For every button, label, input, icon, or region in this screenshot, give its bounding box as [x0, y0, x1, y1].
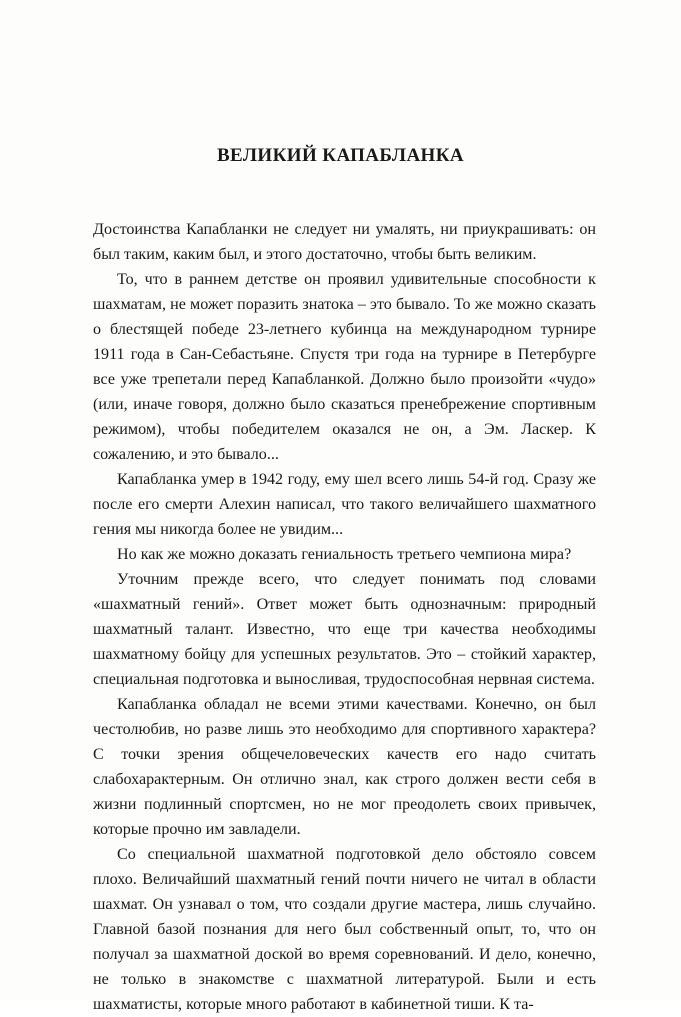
paragraph: Уточним прежде всего, что следует понимать под словами «шахматный гений». Ответ может быть однозначным: природный шахматный талант. Известно, что еще три качества необходимы шахматному бойцу для успешных результатов. Это – стойкий характер, специальная подготовка и выносливая, трудоспособная нервная система.: [93, 571, 596, 688]
paragraph: Со специальной шахматной подготовкой дело обстояло совсем плохо. Величайший шахматный гений почти ничего не читал в области шахмат. Он узнавал о том, что создали другие мастера, лишь случайно. Главной базой познания для него был собственный опыт, то, что он получал за шахматной доской во время соревнований. И дело, конечно, не только в знакомстве с шахматной литературой. Были и есть шахматисты, которые много работают в кабинетной тиши. К та-: [93, 846, 596, 1013]
chapter-title: ВЕЛИКИЙ КАПАБЛАНКА: [216, 145, 465, 166]
paragraph: Капабланка обладал не всеми этими качествами. Конечно, он был честолюбив, но разве лишь это необходимо для спортивного характера? С точки зрения общечеловеческих качеств его надо считать слабохарактерным. Он отлично знал, как строго должен вести себя в жизни подлинный спортсмен, но не мог преодолеть своих привычек, которые прочно им завладели.: [93, 696, 596, 838]
paragraph: Капабланка умер в 1942 году, ему шел всего лишь 54-й год. Сразу же после его смерти Алехин написал, что такого величайшего шахматного гения мы никогда более не увидим...: [93, 471, 596, 538]
paragraph: То, что в раннем детстве он проявил удивительные способности к шахматам, не может поразить знатока – это бывало. То же можно сказать о блестящей победе 23-летнего кубинца на международном турнире 1911 года в Сан-Себастьяне. Спустя три года на турнире в Петербурге все уже трепетали перед Капабланкой. Должно было произойти «чудо» (или, иначе говоря, должно было сказаться пренебрежение спортивным режимом), чтобы победителем оказался не он, а Эм. Ласкер. К сожалению, и это бывало...: [93, 271, 596, 463]
chapter-body: [93, 217, 596, 1017]
paragraph: Достоинства Капабланки не следует ни умалять, ни приукрашивать: он был таким, каким был, и этого достаточно, чтобы быть великим.: [93, 221, 596, 263]
paragraph: Но как же можно доказать гениальность третьего чемпиона мира?: [117, 546, 572, 563]
